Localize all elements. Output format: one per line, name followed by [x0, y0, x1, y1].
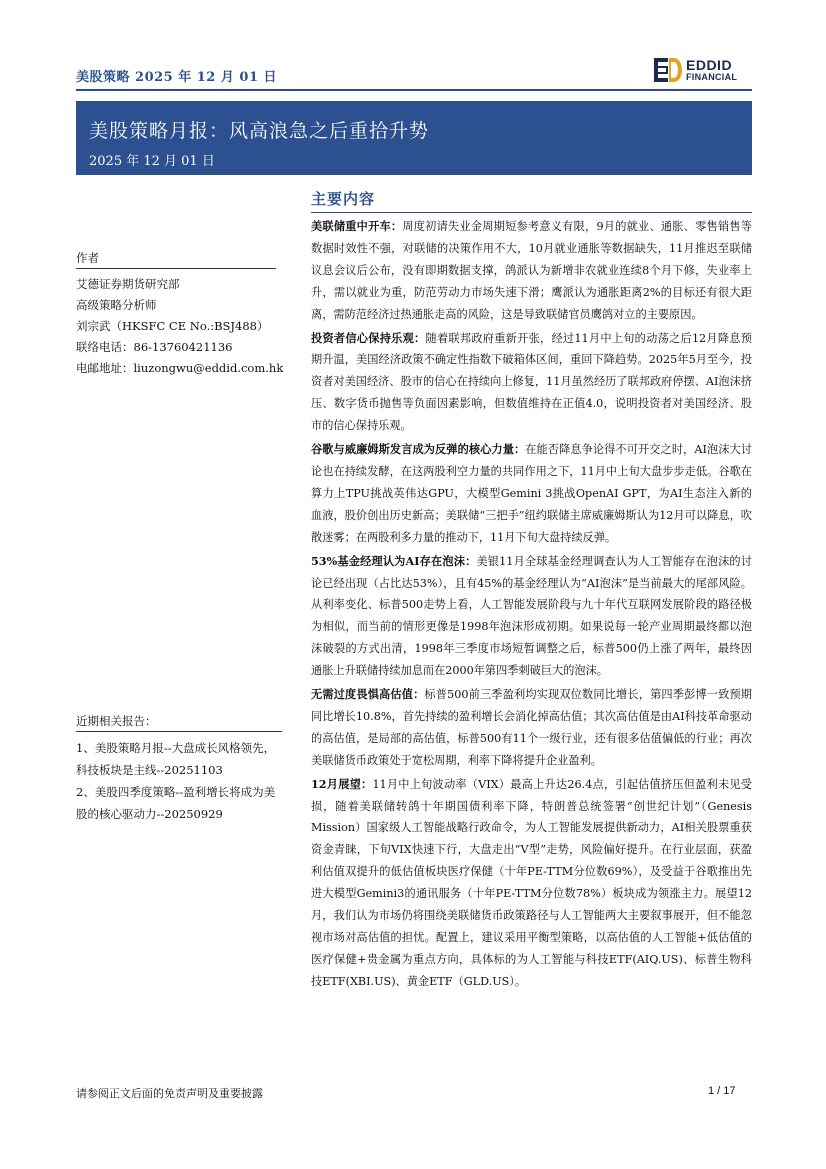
report-date: 2025 年 12 月 01 日: [89, 154, 215, 169]
eddid-logo: [654, 56, 754, 86]
author-phone: 联络电话：86-13760421136: [76, 340, 233, 354]
main-content: [311, 188, 752, 995]
content-paragraph: [311, 684, 752, 772]
author-line: 刘宗武（HKSFC CE No.:BSJ488）: [76, 319, 269, 333]
author-line: 高级策略分析师: [76, 298, 157, 312]
paragraph-body: 周度初请失业金周期短参考意义有限，9月的就业、通胀、零售销售等数据时效性不强，对联储的决策作用不大，10月就业通胀等数据缺失，11月推迟至联储议息会议后公布，没有即期数据支撑，鸽派认为新增非农就业连续8个月下修，失业率上升，需以就业为重，防范劳动力市场失速下滑；鹰派认为通胀距离2%的目标还有很大距离，需防范经济过热通胀走高的风险，这是导致联储官员鹰鸽对立的主要原因。: [311, 220, 752, 321]
paragraph-lead: 美联储重中开车：: [311, 219, 403, 233]
header-divider: [76, 89, 752, 91]
logo-subtext: FINANCIAL: [686, 72, 738, 82]
author-info: [76, 250, 284, 379]
content-paragraph: [311, 774, 752, 993]
author-email: 电邮地址：liuzongwu@eddid.com.hk: [76, 361, 284, 375]
paragraph-lead: 无需过度畏惧高估值：: [311, 687, 425, 702]
header-report-label: 美股策略 2025 年 12 月 01 日: [76, 70, 278, 85]
content-paragraph: [311, 439, 752, 549]
footer-disclaimer: 请参阅正文后面的免责声明及重要披露: [76, 1087, 263, 1100]
content-paragraph: [311, 216, 752, 326]
paragraph-lead: 53%基金经理认为AI存在泡沫：: [311, 553, 477, 568]
paragraph-body: 美银11月全球基金经理调查认为人工智能存在泡沫的讨论已经出现（占比达53%），且有45%的基金经理认为“AI泡沫”是当前最大的尾部风险。从利率变化、标普500走势上看，人工智能发展阶段与九十年代互联网发展阶段的路径极为相似，而当前的情形更像是1998年泡沫形成初期。如果说每一轮产业周期最终都以泡沫破裂的方式出清，1998年三季度市场短暂调整之后，标普500仍上涨了两年，最终因通胀上升联储持续加息而在2000年第四季刺破巨大的泡沫。: [311, 554, 752, 678]
related-report-item[interactable]: 1、美股策略月报--大盘成长风格领先，科技板块是主线--20251103: [76, 741, 276, 777]
page-number: 1 / 17: [708, 1085, 736, 1097]
page-header: [0, 0, 826, 100]
paragraph-body: 随着联邦政府重新开张，经过11月中上旬的动荡之后12月降息预期升温，美国经济政策不确定性指数下破箱体区间，重回下降趋势。2025年5月至今，投资者对美国经济、股市的信心在持续向上修复，11月虽然经历了联邦政府停摆、AI泡沫挤压、数字货币抛售等负面因素影响，但数值维持在正值4.0，说明投资者对美国经济、股市的信心保持乐观。: [311, 331, 752, 433]
content-paragraph: [311, 551, 752, 682]
paragraph-lead: 投资者信心保持乐观：: [311, 330, 426, 345]
author-heading: 作者: [76, 250, 276, 269]
eddid-logo-icon: [654, 58, 682, 82]
section-title: 主要内容: [311, 188, 752, 213]
content-paragraph: [311, 328, 752, 438]
title-banner: [76, 101, 752, 175]
paragraph-lead: 谷歌与威廉姆斯发言成为反弹的核心力量：: [311, 442, 526, 457]
report-title: 美股策略月报：风高浪急之后重拾升势: [89, 120, 430, 142]
paragraph-body: 11月中上旬波动率（VIX）最高上升达26.4点，引起估值挤压但盈利未见受损，随着美联储转鸽十年期国债利率下降，特朗普总统签署“创世纪计划”（Genesis Mission）国家级人工智能战略行政命令，为人工智能发展提供新动力，AI相关股票重获资金青睐，下旬VIX快速下行，大盘走出“V型”走势，风险偏好提升。在行业层面，获盈利估值双提升的低估值板块医疗保健（十年PE-TTM分位数69%），及受益于谷歌推出先进大模型Gemini3的通讯服务（十年PE-TTM分位数78%）板块成为领涨主力。展望12月，我们认为市场仍将围绕美联储货币政策路径与人工智能两大主要叙事展开，但不能忽视市场对高估值的担忧。配置上，建议采用平衡型策略，以高估值的人工智能+低估值的医疗保健+贵金属为重点方向，具体标的为人工智能与科技ETF(AIQ.US)、标普生物科技ETF(XBI.US)、黄金ETF（GLD.US）。: [311, 777, 752, 988]
paragraph-body: 标普500前三季盈利均实现双位数同比增长，第四季彭博一致预期同比增长10.8%，首先持续的盈利增长会消化掉高估值；其次高估值是由AI科技革命驱动的高估值，是局部的高估值，标普500有11个一级行业，还有很多估值偏低的行业；再次美联储货币政策处于宽松周期，利率下降将提升企业盈利。: [311, 688, 752, 767]
related-report-item[interactable]: 2、美股四季度策略--盈利增长将成为美股的核心驱动力--20250929: [76, 785, 276, 821]
related-heading: 近期相关报告：: [76, 713, 282, 732]
logo-wordmark: EDDID: [686, 57, 733, 73]
related-reports: [76, 713, 282, 825]
paragraph-body: 在能否降息争论得不可开交之时，AI泡沫大讨论也在持续发酵，在这两股利空力量的共同作用之下，11月中上旬大盘步步走低。谷歌在算力上TPU挑战英伟达GPU，大模型Gemini 3挑战OpenAI GPT，为AI生态注入新的血液，股价创出历史新高；美联储“三把手”纽约联储主席威廉姆斯认为12月可以降息，吹散迷雾；在两股利多力量的推动下，11月下旬大盘持续反弹。: [311, 443, 752, 544]
paragraph-lead: 12月展望：: [311, 776, 373, 791]
author-line: 艾德证券期货研究部: [76, 277, 180, 291]
